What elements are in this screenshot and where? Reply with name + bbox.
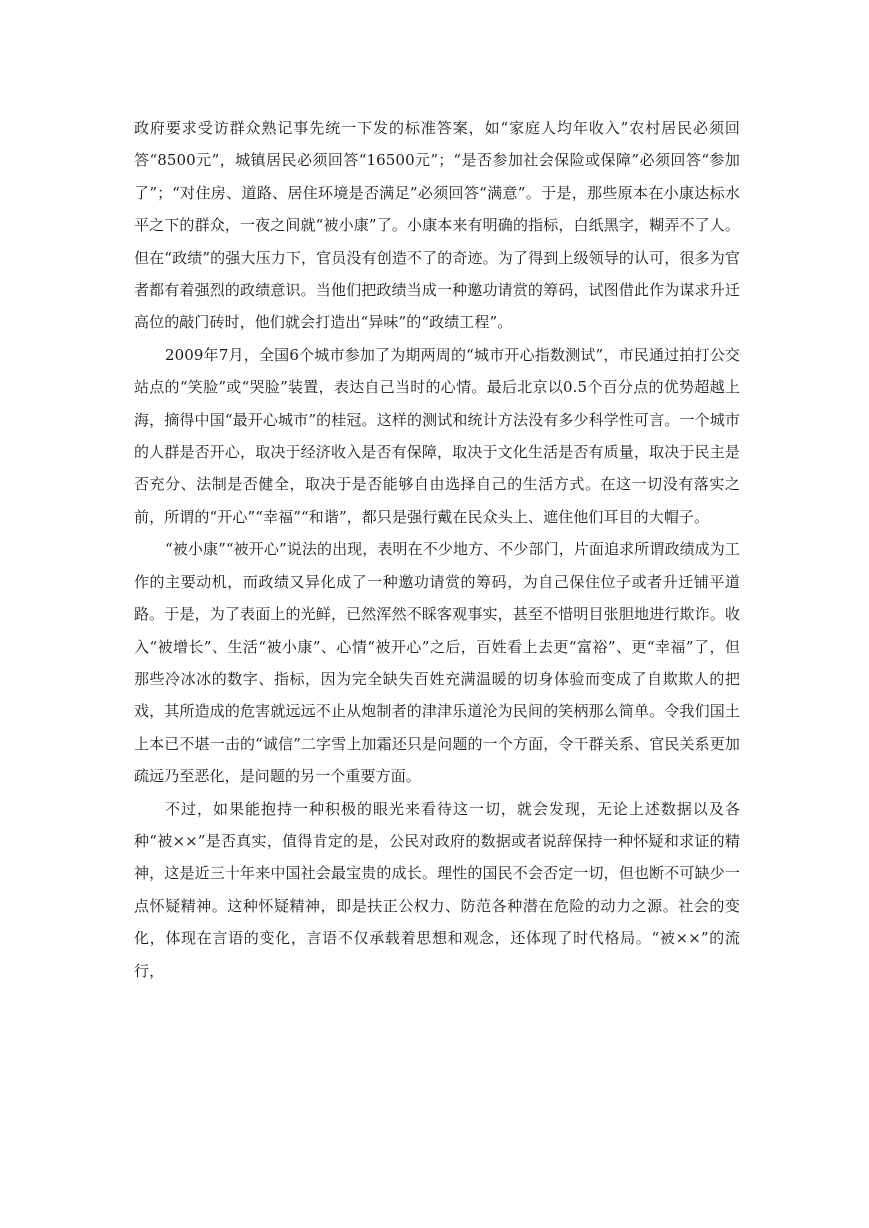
paragraph-1: 政府要求受访群众熟记事先统一下发的标准答案，如“家庭人均年收入”农村居民必须回答“8500元”，城镇居民必须回答“16500元”；“是否参加社会保险或保障”必须回答“参加了”；“对住房、道路、居住环境是否满足”必须回答“满意”。于是，那些原本在小康达标水平之下的群众，一夜之间就“被小康”了。小康本来有明确的指标，白纸黑字，糊弄不了人。但在“政绩”的强大压力下，官员没有创造不了的奇迹。为了得到上级领导的认可，很多为官者都有着强烈的政绩意识。当他们把政绩当成一种邀功请赏的筹码，试图借此作为谋求升迁高位的敲门砖时，他们就会打造出“异味”的“政绩工程”。: [134, 119, 740, 332]
paragraph-2: 2009年7月，全国6个城市参加了为期两周的“城市开心指数测试”，市民通过拍打公交站点的“笑脸”或“哭脸”装置，表达自己当时的心情。最后北京以0.5个百分点的优势超越上海，摘得中国“最开心城市”的桂冠。这样的测试和统计方法没有多少科学性可言。一个城市的人群是否开心，取决于经济收入是否有保障，取决于文化生活是否有质量，取决于民主是否充分、法制是否健全，取决于是否能够自由选择自己的生活方式。在这一切没有落实之前，所谓的“开心”“幸福”“和谐”，都只是强行戴在民众头上、遮住他们耳目的大帽子。: [134, 345, 740, 526]
paragraph-3: “被小康”“被开心”说法的出现，表明在不少地方、不少部门，片面追求所谓政绩成为工作的主要动机，而政绩又异化成了一种邀功请赏的筹码，为自己保住位子或者升迁铺平道路。于是，为了表面上的光鲜，已然浑然不睬客观事实，甚至不惜明目张胆地进行欺诈。收入“被增长”、生活“被小康”、心情“被开心”之后，百姓看上去更“富裕”、更“幸福”了，但那些冷冰冰的数字、指标，因为完全缺失百姓充满温暖的切身体验而变成了自欺欺人的把戏，其所造成的危害就远远不止从炮制者的津津乐道沦为民间的笑柄那么简单。令我们国土上本已不堪一击的“诚信”二字雪上加霜还只是问题的一个方面，令干群关系、官民关系更加疏远乃至恶化，是问题的另一个重要方面。: [134, 540, 740, 786]
document-page: [134, 112, 740, 987]
paragraph-4: 不过，如果能抱持一种积极的眼光来看待这一切，就会发现，无论上述数据以及各种“被××”是否真实，值得肯定的是，公民对政府的数据或者说辞保持一种怀疑和求证的精神，这是近三十年来中国社会最宝贵的成长。理性的国民不会否定一切，但也断不可缺少一点怀疑精神。这种怀疑精神，即是扶正公权力、防范各种潜在危险的动力之源。社会的变化，体现在言语的变化，言语不仅承载着思想和观念，还体现了时代格局。“被××”的流行，: [134, 799, 740, 980]
